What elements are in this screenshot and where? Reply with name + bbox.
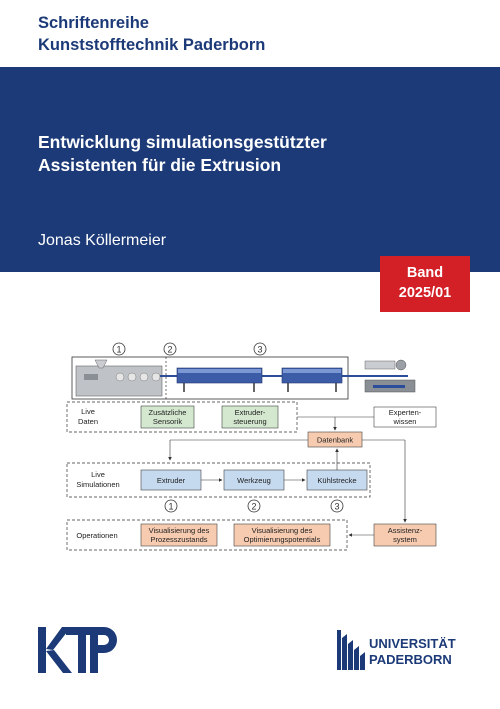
vis-optimization-line-1: Visualisierung des [251, 526, 313, 535]
vis-process-line-2: Prozesszustands [150, 535, 208, 544]
operations-label: Operationen [76, 531, 118, 540]
university-name-line-1: UNIVERSITÄT [369, 636, 456, 651]
series-title [38, 12, 265, 56]
expert-line-1: Experten- [388, 408, 422, 417]
svg-text:1: 1 [168, 501, 174, 512]
marker-bottom-2 [248, 500, 260, 512]
tool-sim-label: Werkzeug [237, 476, 271, 485]
volume-number: 2025/01 [398, 285, 452, 301]
svg-text:2: 2 [167, 344, 173, 355]
university-name-line-2: PADERBORN [369, 652, 452, 667]
marker-top-3 [254, 343, 266, 355]
marker-top-2 [164, 343, 176, 355]
marker-bottom-1 [165, 500, 177, 512]
marker-bottom-3 [331, 500, 343, 512]
sensor-box-line-2: Sensorik [152, 417, 183, 426]
marker-top-1 [113, 343, 125, 355]
title-band [0, 67, 500, 272]
book-title [38, 131, 327, 177]
university-logo-mark [335, 628, 367, 670]
svg-text:2: 2 [251, 501, 257, 512]
live-sim-label-1: Live [91, 470, 105, 479]
sensor-box-line-1: Zusätzliche [148, 408, 187, 417]
ktp-logo [36, 625, 118, 677]
vis-optimization-line-2: Optimierungspotentials [243, 535, 321, 544]
vis-process-line-1: Visualisierung des [148, 526, 210, 535]
expert-line-2: wissen [393, 417, 417, 426]
volume-badge [380, 256, 470, 312]
svg-text:1: 1 [116, 344, 122, 355]
series-line-2: Kunststofftechnik Paderborn [38, 36, 266, 54]
book-title-line-2: Assistenten für die Extrusion [38, 155, 282, 175]
database-label: Datenbank [316, 435, 354, 445]
process-diagram [62, 340, 442, 555]
book-title-line-1: Entwicklung simulationsgestützter [38, 132, 327, 152]
assistant-line-1: Assistenz- [387, 526, 423, 535]
cooling-sim-label: Kühlstrecke [317, 476, 357, 485]
live-sim-label-2: Simulationen [76, 480, 120, 489]
volume-label: Band [406, 265, 444, 281]
live-data-label-2: Daten [77, 417, 99, 426]
extruder-control-line-1: Extruder- [234, 408, 266, 417]
extruder-sim-label: Extruder [156, 476, 186, 485]
assistant-line-2: system [393, 535, 417, 544]
author-name: Jonas Köllermeier [38, 232, 167, 249]
live-data-label-1: Live [81, 407, 95, 416]
university-name [369, 636, 456, 668]
series-line-1: Schriftenreihe [38, 14, 149, 32]
extruder-control-line-2: steuerung [233, 417, 267, 426]
extrusion-line-illustration [72, 357, 415, 399]
svg-text:3: 3 [257, 344, 263, 355]
svg-text:3: 3 [334, 501, 340, 512]
